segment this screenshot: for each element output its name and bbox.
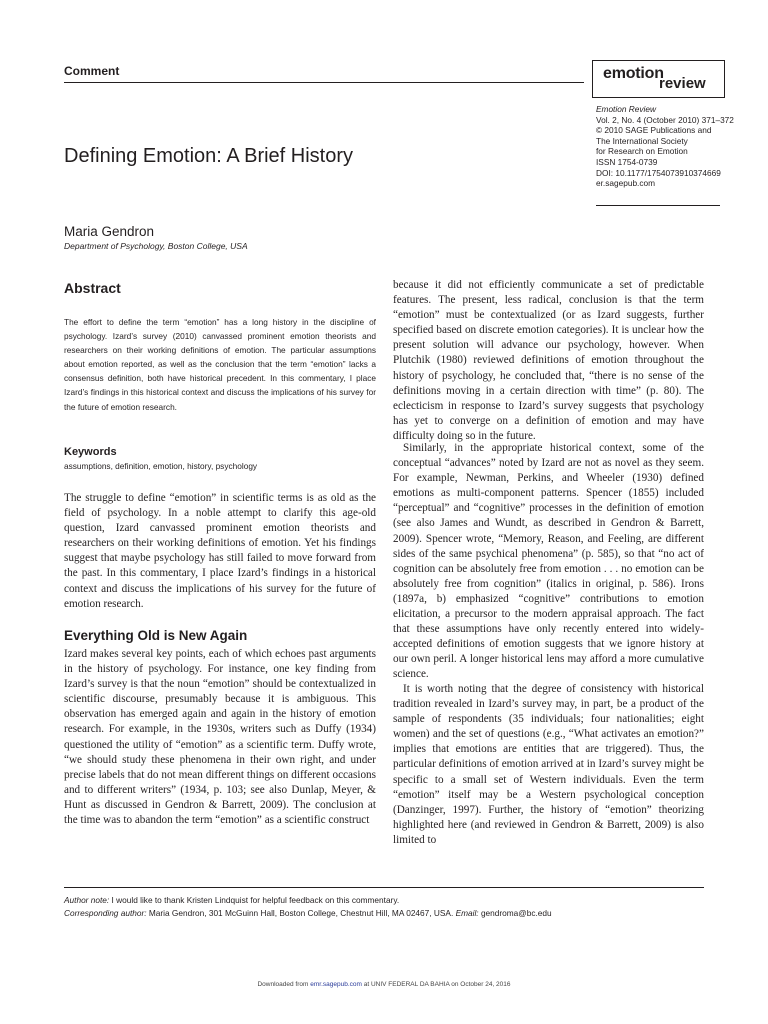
abstract-text: The effort to define the term “emotion” has a long history in the discipline of psychology. Izard’s survey (2010) canvassed prominent emotion theorists and researchers on their working definitions of emotion. The particular assumptions about emotion reported, as well as the conclusion that the term “emotion” lacks a consensus definition, both have historical precedent. In this commentary, I place Izard’s findings in this historical context and discuss the implications of his survey for the future of emotion research. (64, 317, 376, 412)
download-line (0, 981, 768, 988)
meta-journal: Emotion Review (596, 104, 656, 114)
header-rule (64, 82, 584, 83)
download-link[interactable]: emr.sagepub.com (310, 981, 362, 988)
meta-copyright: © 2010 SAGE Publications and (596, 125, 712, 136)
keywords-heading: Keywords (64, 446, 117, 458)
author-affiliation: Department of Psychology, Boston College, USA (64, 241, 248, 251)
email-link[interactable]: gendroma@bc.edu (480, 908, 552, 918)
meta-doi[interactable]: DOI: 10.1177/1754073910374669 (596, 167, 721, 178)
logo-review: review (659, 75, 706, 92)
author-note-text: I would like to thank Kristen Lindquist for helpful feedback on this commentary. (111, 895, 400, 905)
meta-society-2: for Research on Emotion (596, 146, 688, 157)
intro-paragraph: The struggle to define “emotion” in scientific terms is as old as the field of psychology. In a noble attempt to clarify this age-old question, Izard canvassed prominent emotion theorists and researchers on their working definitions of emotion. Yet his findings suggest that maybe psychology has still failed to move forward from the past. In this commentary, I place Izard’s findings in a historical context and discuss the implications of his survey for the future of emotion research. (64, 492, 376, 610)
section-heading: Everything Old is New Again (64, 628, 248, 643)
author-note (64, 895, 399, 905)
meta-rule (596, 205, 720, 206)
author-name: Maria Gendron (64, 224, 155, 239)
article-title: Defining Emotion: A Brief History (64, 145, 354, 167)
logo-emotion: emotion (603, 65, 664, 82)
meta-volume: Vol. 2, No. 4 (October 2010) 371–372 (596, 114, 734, 125)
download-suffix: at UNIV FEDERAL DA BAHIA on October 24, 2016 (363, 981, 511, 988)
abstract-heading: Abstract (64, 280, 121, 296)
corresponding-text: Maria Gendron, 301 McGuinn Hall, Boston College, Chestnut Hill, MA 02467, USA. (148, 908, 454, 918)
section-paragraph: Izard makes several key points, each of which echoes past arguments in the history of psychology. For instance, one key finding from Izard’s survey is that the noun “emotion” should be contextualized in scientific discourse, presumably because it is ambiguous. This observation has emerged again and again in the history of emotion research. For example, in the 1930s, writers such as Duffy (1934) questioned the utility of “emotion” as a scientific term. Duffy wrote, “we should study these phenomena in their own right, and under precise labels that do not mean different things on different occasions and to different writers” (1934, p. 103; see also Dunlap, Meyer, & Hunt as discussed in Gendron & Barrett, 2009). The conclusion at the time was to abandon the term “emotion” as a scientific construct (64, 648, 376, 827)
keywords-list: assumptions, definition, emotion, history, psychology (64, 461, 258, 471)
footnote-rule (64, 887, 704, 888)
right-paragraph-1: because it did not efficiently communicate a set of predictable features. The present, less radical, conclusion is that the term “emotion” must be contextualized (or as Izard suggests, further specified based on discrete emotion categories). It is unclear how the present solution will advance our psychology, however. When Plutchik (1980) reviewed definitions of emotion throughout the history of psychology, he concluded that, “there is no sense of the definitions moving in a certain direction with time” (p. 80). The eclecticism in response to Izard’s survey suggests that psychology has yet to converge on a definition of emotion and may have difficulty doing so in the future. (393, 279, 704, 442)
meta-url[interactable]: er.sagepub.com (596, 178, 656, 189)
journal-logo (592, 60, 725, 98)
email-label: Email: (455, 908, 479, 918)
meta-issn: ISSN 1754-0739 (596, 156, 658, 167)
right-paragraph-3: It is worth noting that the degree of consistency with historical tradition revealed in Izard’s survey may, in part, be a product of the sample of respondents (35 individuals; four nationalities; eight women) and the set of questions (e.g., “What activates an emotion?” implies that emotions are entities that are triggered). Thus, the particular definitions of emotion arrived at in Izard’s survey might be specific to a small set of Western individuals. Even the term “emotion” itself may be a Western psychological conception (Danzinger, 1997). Further, the history of “emotion” theorizing highlighted here (and reviewed in Gendron & Barrett, 2009) is also limited to (393, 683, 704, 846)
corresponding-label: Corresponding author: (64, 908, 147, 918)
right-paragraph-2: Similarly, in the appropriate historical context, some of the conceptual “advances” noted by Izard are not as novel as they seem. For example, Newman, Perkins, and Wheeler (1930) defined emotions as multi-component patterns. Spencer (1855) included “perceptual” and “cognitive” processes in the definition of emotion (see also James and Wundt, as described in Gendron & Barrett, 2009). Spencer wrote, “Memory, Reason, and Feeling, are different sides of the same psychical phenomena” (p. 585), so that “no act of cognition can be absolutely free from emotion . . . no emotion can be absolutely free from cognition” (italics in original, p. 586). Irons (1897a, b) emphasized “cognitive” contributions to emotion elicitation, a precursor to the modern appraisal approach. The fact that these assumptions have only recently entered into widely-accepted definitions of emotion suggests that we ignore history at our own peril. A longer historical lens may afford a more cumulative science. (393, 442, 704, 681)
journal-metadata (596, 104, 746, 189)
author-note-label: Author note: (64, 895, 110, 905)
meta-society-1: The International Society (596, 135, 688, 146)
section-label: Comment (64, 64, 120, 78)
corresponding-author (64, 908, 552, 918)
download-prefix: Downloaded from (257, 981, 309, 988)
